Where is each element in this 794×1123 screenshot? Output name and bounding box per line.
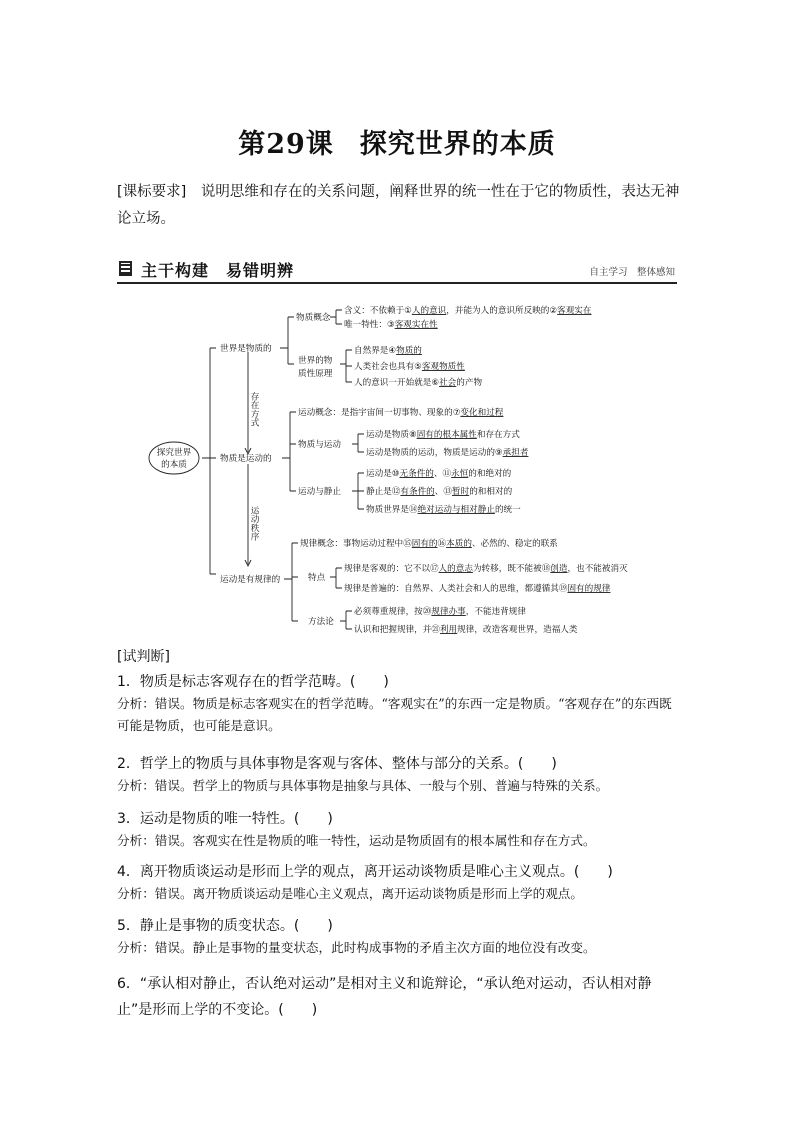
motion-absolute: 运动是⑩无条件的、⑪永恒的和绝对的 (366, 469, 512, 479)
matter-definition: 含义：不依赖于①人的意识，并能为人的意识所反映的②客观实在 (344, 306, 592, 316)
society-material: 人类社会也具有⑤客观物质性 (354, 362, 465, 372)
knowledge-mindmap (140, 292, 680, 644)
rest-relative: 静止是⑫有条件的、⑬暂时的和相对的 (366, 487, 513, 497)
sub-methodology: 方法论 (308, 617, 334, 627)
nature-is-material: 自然界是④物质的 (354, 346, 422, 356)
question-1 (117, 671, 683, 737)
question-text: 3．运动是物质的唯一特性。( ) (117, 811, 333, 827)
banner-title: 主干构建 易错明辨 (141, 261, 295, 280)
banner-square-icon (119, 261, 132, 276)
branch-motion-has-laws: 运动是有规律的 (220, 575, 281, 585)
question-text: 4．离开物质谈运动是形而上学的观点，离开运动谈物质是唯心主义观点。( ) (117, 864, 613, 880)
branch-matter-in-motion: 物质是运动的 (220, 454, 272, 464)
sub-matter-concept: 物质概念 (296, 313, 331, 323)
motion-concept: 运动概念：是指宇宙间一切事物、现象的⑦变化和过程 (298, 408, 504, 418)
mindmap-root-line1: 探究世界 (156, 448, 192, 458)
connector-motion-order: 运动秩序 (249, 506, 259, 541)
lesson-number: 第29课 (238, 129, 334, 160)
unity-motion-rest: 物质世界是⑭绝对运动与相对静止的统一 (366, 505, 521, 515)
respect-laws: 必须尊重规律，按⑳规律办事，不能违背规律 (354, 607, 526, 617)
question-2 (117, 753, 683, 797)
answer-analysis: 分析：错误。客观实在性是物质的唯一特性，运动是物质固有的根本属性和存在方式。 (117, 833, 596, 848)
section-label: [试判断] (117, 649, 170, 665)
sub-material-principle-1: 世界的物 (298, 356, 333, 366)
requirement-text: 说明思维和存在的关系问题，阐释世界的统一性在于它的物质性，表达无神论立场。 (117, 184, 680, 227)
motion-fundamental-attribute: 运动是物质⑧固有的根本属性和存在方式 (366, 430, 520, 440)
lesson-topic: 探究世界的本质 (359, 129, 556, 160)
question-text: 1．物质是标志客观存在的哲学范畴。( ) (117, 674, 389, 690)
banner-subtitle: 自主学习 整体感知 (589, 267, 675, 278)
matter-bearer-of-motion: 运动是物质的运动，物质是运动的⑨承担者 (366, 448, 529, 458)
question-text: 5．静止是事物的质变状态。( ) (117, 918, 333, 934)
answer-analysis: 分析：错误。静止是事物的量变状态，此时构成事物的矛盾主次方面的地位没有改变。 (117, 940, 596, 955)
page-title (0, 122, 794, 161)
answer-analysis: 分析：错误。物质是标志客观实在的哲学范畴。“客观实在”的东西一定是物质。“客观存在”的东西既可能是物质，也可能是意识。 (117, 696, 672, 733)
question-5 (117, 915, 683, 959)
use-laws: 认识和把握规律，并㉑利用规律，改造客观世界，造福人类 (354, 625, 578, 635)
law-universal: 规律是普遍的：自然界、人类社会和人的思维，都遵循其⑲固有的规律 (344, 584, 611, 594)
curriculum-requirement (117, 179, 683, 233)
question-4 (117, 861, 683, 905)
answer-analysis: 分析：错误。离开物质谈运动是唯心主义观点，离开运动谈物质是形而上学的观点。 (117, 886, 583, 901)
law-concept: 规律概念：事物运动过程中⑮固有的⑯本质的、必然的、稳定的联系 (300, 539, 558, 549)
question-text: 2．哲学上的物质与具体事物是客观与客体、整体与部分的关系。( ) (117, 756, 557, 772)
answer-analysis: 分析：错误。哲学上的物质与具体事物是抽象与具体、一般与个别、普遍与特殊的关系。 (117, 778, 609, 793)
mindmap-root-line2: 的本质 (161, 460, 187, 470)
consciousness-social-product: 人的意识一开始就是⑥社会的产物 (354, 378, 483, 388)
sub-motion-and-rest: 运动与静止 (298, 487, 341, 497)
sub-matter-and-motion: 物质与运动 (298, 440, 341, 450)
question-3 (117, 808, 683, 852)
question-text: 6．“承认相对静止，否认绝对运动”是相对主义和诡辩论，“承认绝对运动，否认相对静止”是形而上学的不变论。( ) (117, 976, 652, 1018)
matter-unique-property: 唯一特性：③客观实在性 (344, 320, 438, 330)
requirement-label: [课标要求] (117, 184, 187, 200)
question-6 (117, 971, 683, 1023)
branch-world-is-material: 世界是物质的 (220, 344, 272, 354)
law-objective: 规律是客观的：它不以⑰人的意志为转移，既不能被⑱创造，也不能被消灭 (344, 564, 628, 574)
section-banner (117, 257, 677, 284)
sub-law-features: 特点 (308, 573, 326, 583)
sub-material-principle-2: 质性原理 (298, 369, 333, 379)
connector-existence-mode: 存在方式 (249, 392, 259, 427)
